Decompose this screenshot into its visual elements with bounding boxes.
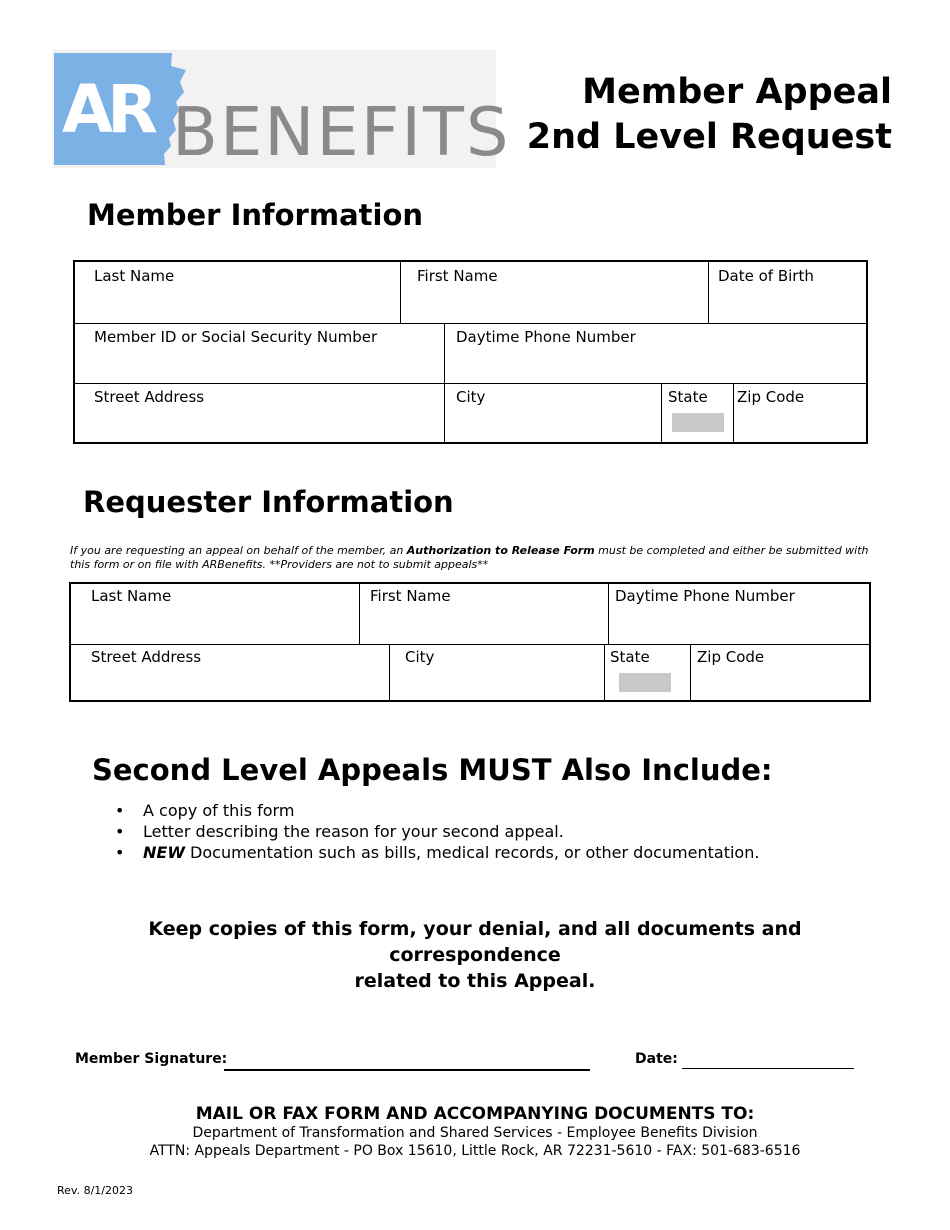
- date-label: Date:: [635, 1051, 678, 1067]
- document-title: [527, 70, 892, 160]
- requester-phone-field[interactable]: [609, 584, 869, 644]
- list-item: • NEW Documentation such as bills, medical records, or other documentation.: [115, 843, 760, 862]
- logo-benefits-text: BENEFITS: [172, 93, 511, 171]
- arbenefits-logo: [52, 50, 511, 171]
- requester-authorization-note: [70, 544, 880, 572]
- requester-zip-label: Zip Code: [697, 648, 765, 666]
- requester-first-name-field[interactable]: [360, 584, 608, 644]
- requester-first-name-label: First Name: [370, 587, 451, 605]
- member-city-field[interactable]: [445, 384, 661, 444]
- member-dob-label: Date of Birth: [718, 267, 814, 285]
- list-item: • Letter describing the reason for your second appeal.: [115, 822, 564, 841]
- list-item: • A copy of this form: [115, 801, 295, 820]
- member-last-name-label: Last Name: [94, 267, 175, 285]
- mail-heading: MAIL OR FAX FORM AND ACCOMPANYING DOCUMENTS TO:: [195, 1104, 755, 1124]
- member-zip-field[interactable]: [734, 384, 866, 444]
- member-street-field[interactable]: [75, 384, 444, 444]
- member-signature-line[interactable]: [224, 1069, 590, 1071]
- date-line[interactable]: [682, 1068, 854, 1069]
- member-first-name-label: First Name: [417, 267, 498, 285]
- mail-line-1: Department of Transformation and Shared Services - Employee Benefits Division: [192, 1125, 758, 1141]
- title-line-2: 2nd Level Request: [526, 117, 892, 157]
- note-suffix: must be completed and either be submitted with this form or on file with ARBenefits. **Providers are not to submit appeals**: [70, 544, 869, 571]
- requester-city-field[interactable]: [390, 645, 604, 702]
- requester-city-label: City: [405, 648, 435, 666]
- member-city-label: City: [456, 388, 486, 406]
- requester-last-name-field[interactable]: [71, 584, 359, 644]
- mailing-instructions: [0, 1104, 950, 1160]
- member-state-field: [662, 384, 733, 444]
- member-information-heading: Member Information: [87, 198, 424, 232]
- requester-state-label: State: [610, 648, 650, 666]
- include-heading: Second Level Appeals MUST Also Include:: [92, 753, 773, 787]
- authorization-form-link: Authorization to Release Form: [406, 544, 595, 557]
- requester-state-field: [605, 645, 690, 702]
- requester-zip-field[interactable]: [691, 645, 869, 702]
- revision-date: Rev. 8/1/2023: [57, 1184, 133, 1197]
- member-signature-label: Member Signature:: [75, 1051, 228, 1067]
- requester-street-field[interactable]: [71, 645, 389, 702]
- member-first-name-field[interactable]: [401, 262, 708, 323]
- logo-ar-text: AR: [62, 71, 152, 148]
- member-id-field[interactable]: [75, 324, 444, 383]
- member-state-label: State: [668, 388, 708, 406]
- requester-street-label: Street Address: [91, 648, 202, 666]
- member-id-label: Member ID or Social Security Number: [94, 328, 378, 346]
- member-zip-label: Zip Code: [737, 388, 805, 406]
- member-information-form: [73, 260, 868, 444]
- member-dob-field[interactable]: [709, 262, 866, 323]
- member-state-select[interactable]: [672, 413, 724, 432]
- member-street-label: Street Address: [94, 388, 205, 406]
- new-emphasis: NEW: [143, 843, 185, 862]
- member-phone-label: Daytime Phone Number: [456, 328, 636, 346]
- mail-line-2: ATTN: Appeals Department - PO Box 15610, Little Rock, AR 72231-5610 - FAX: 501-683-6516: [149, 1143, 801, 1159]
- requester-phone-label: Daytime Phone Number: [615, 587, 795, 605]
- requester-information-form: [69, 582, 871, 702]
- member-last-name-field[interactable]: [75, 262, 400, 323]
- include-list: [115, 800, 759, 863]
- requester-information-heading: Requester Information: [83, 485, 454, 519]
- requester-state-select[interactable]: [619, 673, 671, 692]
- requester-last-name-label: Last Name: [91, 587, 172, 605]
- note-prefix: If you are requesting an appeal on behalf of the member, an: [70, 544, 407, 557]
- title-line-1: Member Appeal: [582, 72, 892, 112]
- keep-copies-notice: Keep copies of this form, your denial, and all documents and correspondence related to this Appeal.: [148, 918, 802, 992]
- member-phone-field[interactable]: [445, 324, 866, 383]
